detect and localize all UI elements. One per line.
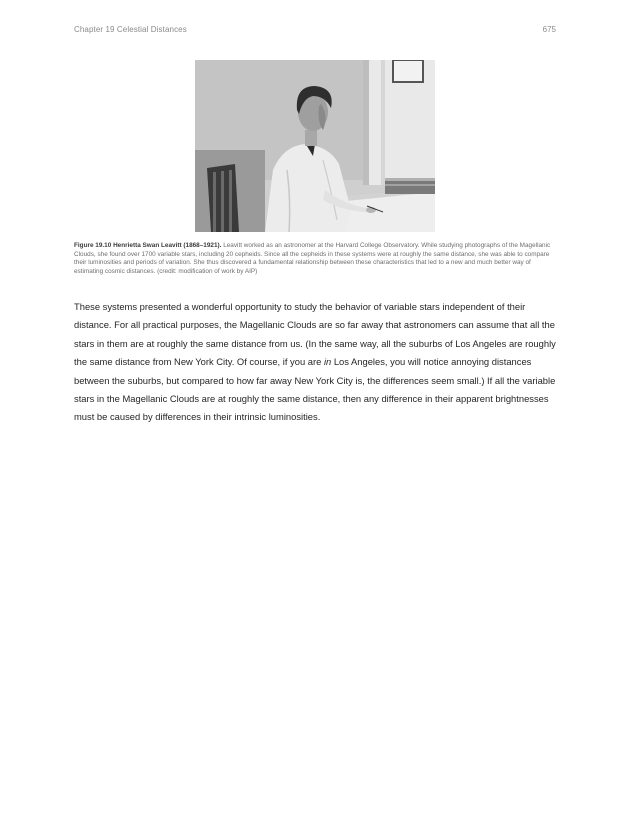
figure-caption-text: Leavitt worked as an astronomer at the Harvard College Observatory. While studying photographs of the Magellanic Clouds, she found over 1700 variable stars, including 20 cepheids. Since all the cepheids in these systems were at roughly the same distance, she was able to compare their luminosities and periods of variation. She thus discovered a fundamental relationship between these characteristics that led to a new and much better way of estimating cosmic distances. (credit: modification of work by AIP) [74,242,551,275]
running-header-chapter: Chapter 19 Celestial Distances [74,25,187,34]
figure-caption [74,242,558,276]
paragraph-text-part1: These systems presented a wonderful opportunity to study the behavior of variable stars independent of their distance. For all practical purposes, the Magellanic Clouds are so far away that astronomers can assume that all the stars in them are at roughly the same distance from us. (In the same way, all the suburbs of Los Angeles are roughly the same distance from New York City. Of course, if you are [74,301,556,368]
figure-photo [195,60,435,232]
paragraph-emphasis: in [323,356,332,368]
page-number: 675 [542,25,556,34]
body-paragraph [74,298,560,427]
figure-label: Figure 19.10 Henrietta Swan Leavitt (1868–1921). [74,242,222,249]
paragraph-text-part2: Los Angeles, you will notice annoying distances between the suburbs, but compared to how far away New York City is, the differences seem small.) If all the variable stars in the Magellanic Clouds are at roughly the same distance, then any difference in their apparent brightnesses must be caused by differences in their intrinsic luminosities. [74,356,556,423]
